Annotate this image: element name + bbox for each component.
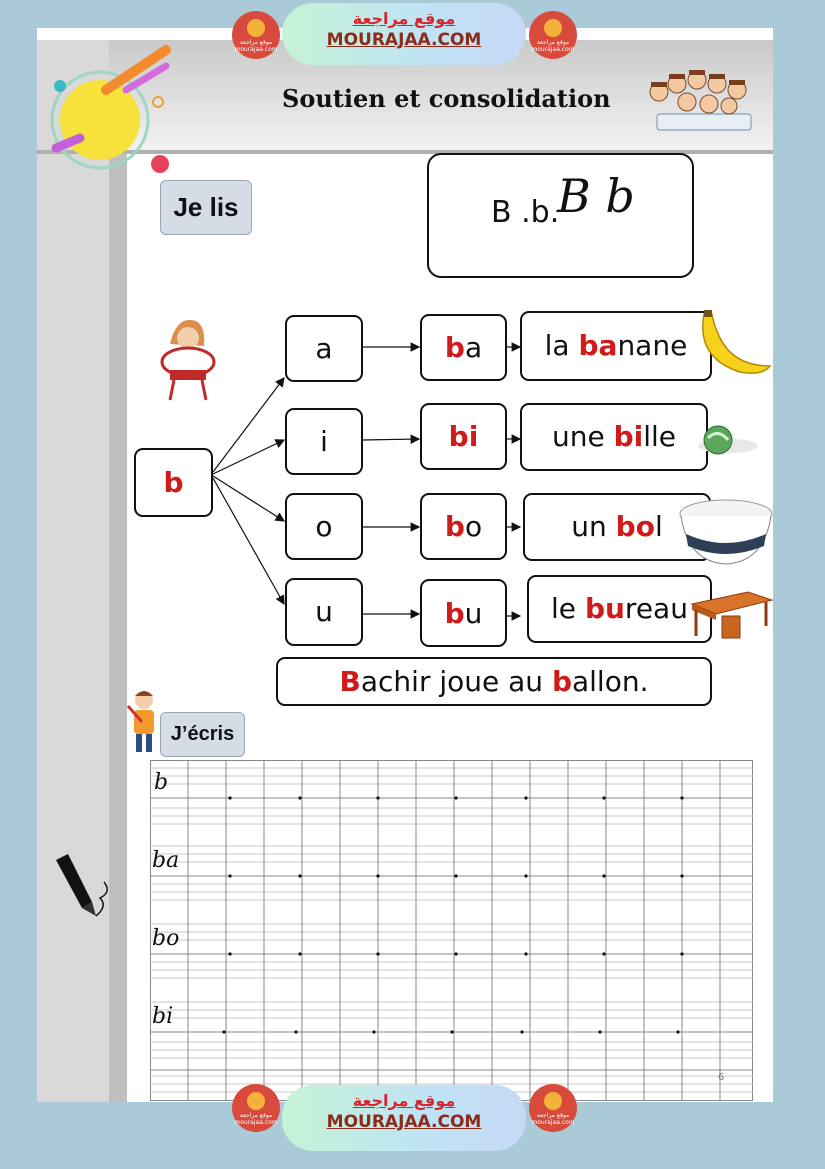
vowel-box-u: u	[285, 578, 363, 646]
word-box-bille: une bille	[520, 403, 708, 471]
bowl-image	[678, 496, 774, 568]
word-box-banane: la banane	[520, 311, 712, 381]
syllable-box-ba: ba	[420, 314, 507, 381]
syllable-box-bo: bo	[420, 493, 507, 560]
watermark-arabic-bottom: موقع مراجعة	[352, 1091, 456, 1110]
model-bi: bi	[152, 1004, 174, 1029]
cursive-letters: B b	[557, 169, 635, 223]
print-letters: B .b.	[491, 195, 560, 230]
syllable-box-bi: bi	[420, 403, 507, 470]
letter-b: b	[163, 466, 184, 499]
watermark-badge-left-top: موقع مراجعة mourajaa.com	[232, 11, 280, 59]
page-title: Soutien et consolidation	[282, 84, 611, 113]
watermark-arabic: موقع مراجعة	[352, 9, 456, 28]
banana-image	[690, 308, 772, 378]
model-b: b	[154, 770, 169, 795]
model-bo: bo	[152, 926, 180, 951]
vowel-box-a: a	[285, 315, 363, 382]
fountain-pen-icon	[50, 852, 114, 924]
desk-image	[688, 590, 774, 642]
boy-writing-icon	[124, 688, 164, 756]
writing-grid	[150, 760, 753, 1101]
watermark-badge-left-bottom: موقع مراجعة mourajaa.com	[232, 1084, 280, 1132]
syllable-box-bu: bu	[420, 579, 507, 647]
model-ba: ba	[152, 848, 180, 873]
watermark-latin: MOURAJAA.COM	[326, 30, 482, 50]
word-box-bureau: le bureau	[527, 575, 712, 643]
vowel-box-o: o	[285, 493, 363, 560]
watermark-badge-right-bottom: موقع مراجعة mourajaa.com	[529, 1084, 577, 1132]
watermark-latin-bottom: MOURAJAA.COM	[326, 1112, 482, 1132]
vowel-box-i: i	[285, 408, 363, 475]
watermark-bottom[interactable]	[282, 1085, 526, 1151]
section-write-label: J’écris	[160, 712, 245, 757]
section-read-label: Je lis	[160, 180, 252, 235]
sentence-box: Bachir joue au ballon.	[276, 657, 712, 706]
marble-image	[696, 420, 760, 460]
page-number: 6	[718, 1072, 725, 1083]
word-box-bol: un bol	[523, 493, 711, 561]
watermark-badge-right-top: موقع مراجعة mourajaa.com	[529, 11, 577, 59]
